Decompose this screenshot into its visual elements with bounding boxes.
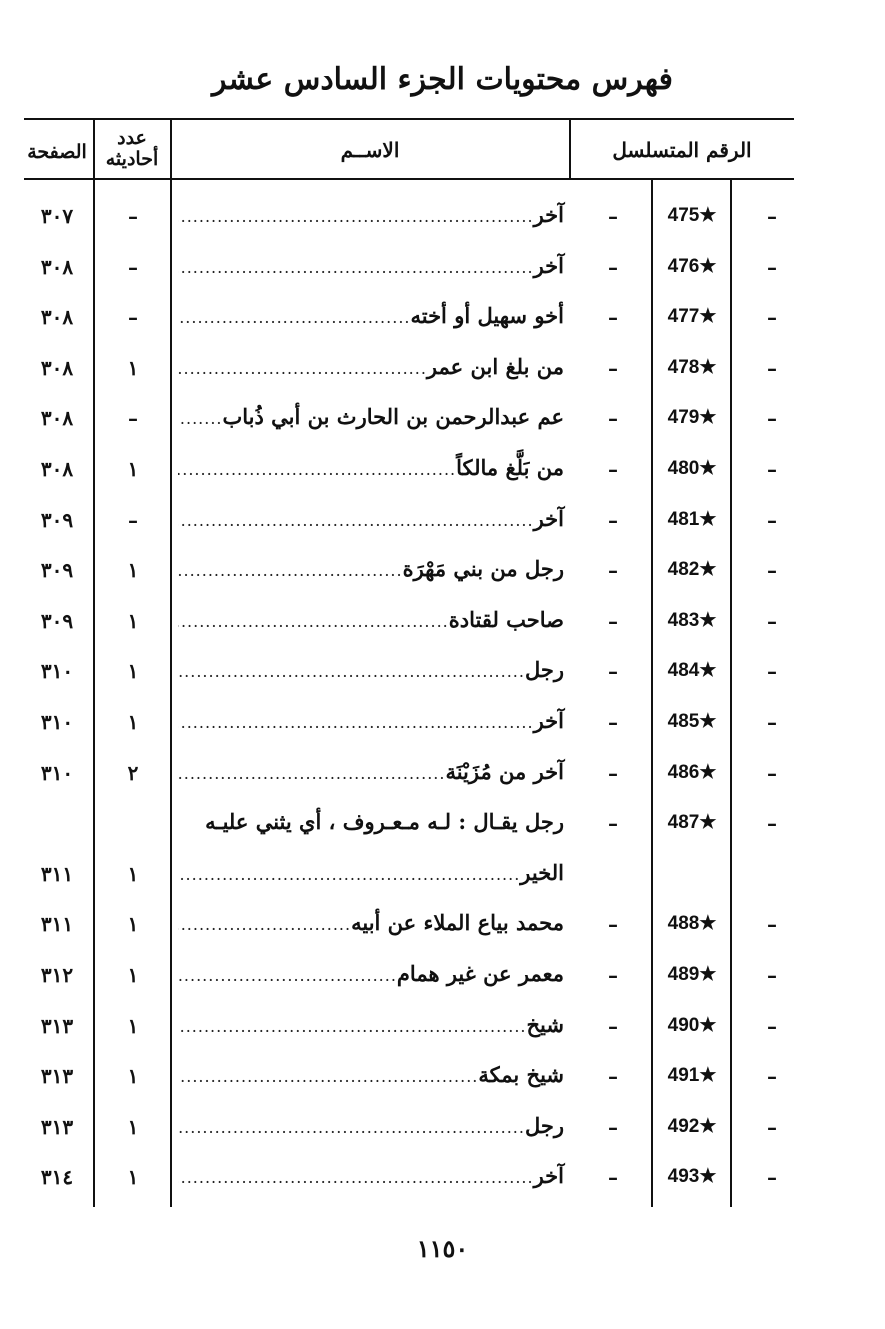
dot-leader [178,1063,478,1091]
row-dash: – [608,963,618,987]
row-name-text: من بَلَّغ مالكاً [456,455,564,480]
row-serial-number: 480★ [667,458,717,479]
row-hadith-count: ١ [127,1014,139,1038]
row-serial-number: 477★ [667,306,717,327]
row-serial-number: 481★ [667,509,717,530]
row-page-number: ٣١٤ [40,1165,74,1189]
row-hadith-count: ٢ [127,761,139,785]
column-divider [170,119,172,1207]
row-dash: – [608,558,618,582]
row-name [178,353,564,383]
row-name-text: من بلغ ابن عمر [426,354,564,379]
row-dash: – [767,255,777,279]
dot-leader [178,203,534,231]
row-name [178,859,564,889]
row-dash: – [767,811,777,835]
row-serial-number: 490★ [667,1015,717,1036]
header-serial: الرقم المتسلسل [612,138,752,162]
row-name [178,606,564,636]
row-serial-number: 485★ [667,711,717,732]
row-page-number: ٣١٠ [40,710,74,734]
table-top-border [24,118,794,120]
row-dash: – [608,710,618,734]
row-page-number: ٣٠٩ [40,508,74,532]
row-name-text: آخر [533,1163,564,1188]
row-page-number: ٣٠٩ [40,609,74,633]
column-divider [93,119,95,1207]
row-serial-number: 489★ [667,964,717,985]
row-dash: – [767,406,777,430]
row-hadith-count: ١ [127,659,139,683]
row-name [178,454,564,484]
row-name [178,302,564,332]
row-dash: – [767,659,777,683]
row-dash: – [767,457,777,481]
row-dash: – [767,1115,777,1139]
dot-leader [178,1114,525,1142]
row-name-text: عم عبدالرحمن بن الحارث بن أبي ذُباب [222,404,564,429]
header-count-line1: عدد [117,127,147,149]
row-name-text: رجل [524,657,564,682]
row-serial-number: 486★ [667,762,717,783]
row-dash: – [608,1014,618,1038]
row-name [178,201,564,231]
row-serial-number: 484★ [667,660,717,681]
row-dash: – [767,305,777,329]
row-dash: – [767,356,777,380]
header-page: الصفحة [27,141,87,163]
dot-leader [178,254,534,282]
row-dash: – [767,1165,777,1189]
row-name [178,1112,564,1142]
row-hadith-count: – [128,255,138,279]
row-name-text: شيخ [526,1012,564,1037]
row-dash: – [767,609,777,633]
row-dash: – [767,1014,777,1038]
row-page-number: ٣١٣ [40,1014,74,1038]
row-name-text: شيخ بمكة [478,1062,564,1087]
row-hadith-count: ١ [127,609,139,633]
row-dash: – [608,508,618,532]
row-page-number: ٣٠٨ [40,406,74,430]
row-serial-number: 482★ [667,559,717,580]
row-hadith-count: ١ [127,356,139,380]
row-dash: – [767,912,777,936]
dot-leader [178,962,397,990]
row-name [178,758,564,788]
row-serial-number: 492★ [667,1116,717,1137]
row-hadith-count: ١ [127,1115,139,1139]
row-name [178,808,564,836]
row-dash: – [608,457,618,481]
row-name [178,909,564,939]
row-hadith-count: – [128,406,138,430]
row-serial-number: 479★ [667,407,717,428]
row-dash: – [767,1064,777,1088]
row-name-text: أخو سهيل أو أخته [410,303,564,328]
row-dash: – [767,558,777,582]
row-name-text: آخر [533,202,564,227]
row-name-text: رجل [524,1113,564,1138]
row-hadith-count: ١ [127,963,139,987]
row-page-number: ٣٠٨ [40,305,74,329]
row-page-number: ٣٠٧ [40,204,74,228]
row-name [178,1162,564,1192]
dot-leader [178,861,520,889]
row-dash: – [767,710,777,734]
row-dash: – [608,305,618,329]
dot-leader [178,355,427,383]
row-dash: – [767,204,777,228]
row-dash: – [608,1064,618,1088]
row-name [178,252,564,282]
row-name-text: صاحب لقتادة [448,607,564,632]
column-divider [651,179,653,1207]
row-hadith-count: ١ [127,862,139,886]
row-name [178,707,564,737]
row-serial-number: 476★ [667,256,717,277]
row-serial-number: 475★ [667,205,717,226]
row-dash: – [608,1165,618,1189]
row-dash: – [608,912,618,936]
row-dash: – [608,1115,618,1139]
row-dash: – [608,811,618,835]
row-dash: – [767,508,777,532]
row-name-text: آخر [533,506,564,531]
dot-leader [178,911,351,939]
row-dash: – [608,204,618,228]
header-bottom-border [24,178,794,180]
row-dash: – [767,761,777,785]
row-dash: – [608,255,618,279]
row-name [178,555,564,585]
row-page-number: ٣١١ [40,862,74,886]
page-number: ١١٥٠ [416,1234,469,1263]
row-name-text: معمر عن غير همام [396,961,564,986]
dot-leader [178,1164,534,1192]
header-count-line2: أحاديثه [105,148,159,170]
row-name-text: آخر [533,253,564,278]
row-page-number: ٣١٣ [40,1064,74,1088]
dot-leader [178,608,449,636]
dot-leader [178,709,534,737]
row-name-text: محمد بياع الملاء عن أبيه [351,910,564,935]
row-name-text: آخر [533,708,564,733]
dot-leader [178,507,534,535]
row-name-text: الخير [520,860,564,885]
row-page-number: ٣٠٨ [40,356,74,380]
row-hadith-count: ١ [127,710,139,734]
row-hadith-count: – [128,508,138,532]
row-name [178,1011,564,1041]
row-hadith-count: – [128,305,138,329]
row-page-number: ٣١١ [40,912,74,936]
dot-leader [178,658,525,686]
row-name [178,1061,564,1091]
row-name [178,656,564,686]
row-serial-number: 483★ [667,610,717,631]
row-name-text: رجل من بني مَهْرَة [402,556,564,581]
row-page-number: ٣٠٨ [40,255,74,279]
row-page-number: ٣١٠ [40,761,74,785]
row-serial-number: 493★ [667,1166,717,1187]
row-page-number: ٣٠٩ [40,558,74,582]
row-name-text: آخر من مُزَيْنَة [445,759,564,784]
row-serial-number: 478★ [667,357,717,378]
row-hadith-count: ١ [127,558,139,582]
dot-leader [178,760,445,788]
row-name-text: رجل يقـال : لـه مـعـروف ، أي يثني عليـه [205,809,564,834]
row-page-number: ٣١٠ [40,659,74,683]
row-dash: – [608,406,618,430]
row-dash: – [608,659,618,683]
row-hadith-count: ١ [127,912,139,936]
row-name [178,403,564,433]
column-divider [569,119,571,179]
dot-leader [178,1013,527,1041]
row-hadith-count: – [128,204,138,228]
row-dash: – [767,963,777,987]
row-dash: – [608,356,618,380]
column-divider [730,179,732,1207]
page-title: فهرس محتويات الجزء السادس عشر [212,62,673,97]
row-page-number: ٣١٣ [40,1115,74,1139]
row-page-number: ٣٠٨ [40,457,74,481]
dot-leader [178,304,410,332]
header-name: الاســم [340,138,400,162]
row-dash: – [608,609,618,633]
row-serial-number: 487★ [667,812,717,833]
row-hadith-count: ١ [127,457,139,481]
dot-leader [178,557,403,585]
row-dash: – [608,761,618,785]
row-page-number: ٣١٢ [40,963,74,987]
row-serial-number: 488★ [667,913,717,934]
row-serial-number: 491★ [667,1065,717,1086]
row-hadith-count: ١ [127,1064,139,1088]
dot-leader [178,405,223,433]
row-hadith-count: ١ [127,1165,139,1189]
row-name [178,505,564,535]
row-name [178,960,564,990]
dot-leader [178,456,456,484]
